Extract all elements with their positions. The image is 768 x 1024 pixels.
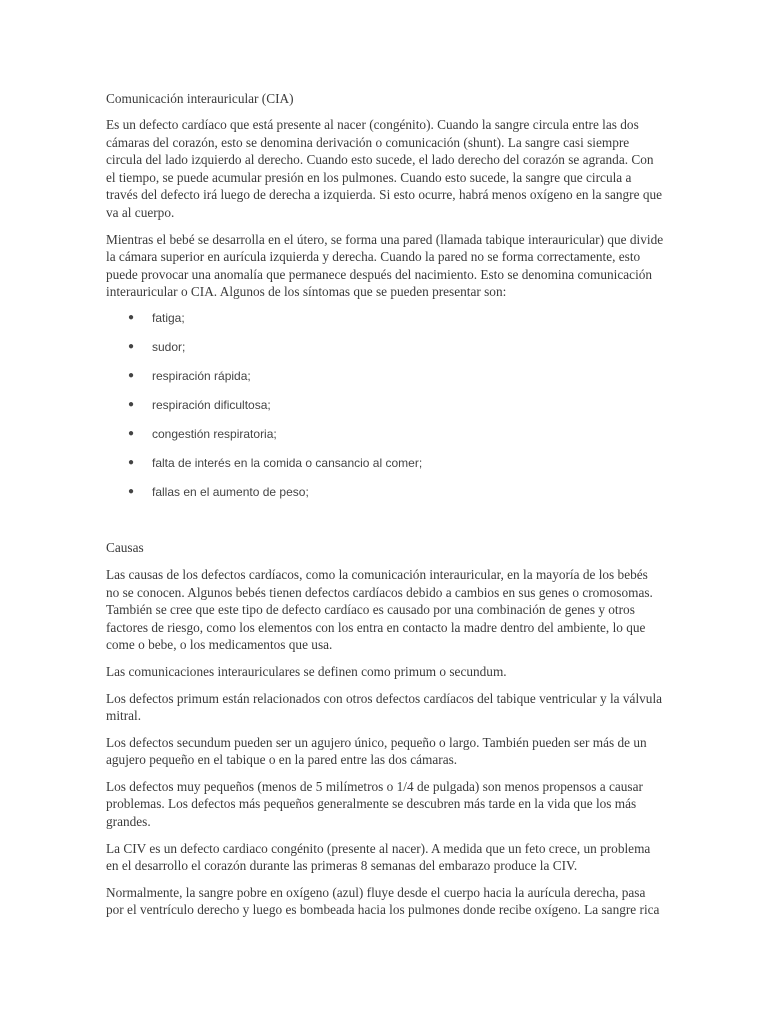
symptom-text: fatiga;: [152, 310, 185, 325]
symptom-list: [106, 310, 664, 513]
symptom-item: [106, 426, 664, 455]
causes-paragraph: Los defectos primum están relacionados con otros defectos cardíacos del tabique ventricular y la válvula mitral.: [106, 690, 663, 724]
symptom-text: falta de interés en la comida o cansancio al comer;: [152, 455, 423, 470]
bullet-icon: ●: [128, 369, 135, 381]
causes-paragraph: La CIV es un defecto cardiaco congénito (presente al nacer). A medida que un feto crece, un problema en el desarrollo el corazón durante las primeras 8 semanas del embarazo produce la CIV.: [106, 840, 651, 874]
symptom-item: [106, 368, 664, 397]
causes-paragraph: Las causas de los defectos cardíacos, como la comunicación interauricular, en la mayoría de los bebés no se conocen. Algunos bebés tienen defectos cardíacos debido a cambios en sus genes o cromosomas. También se cree que este tipo de defecto cardíaco es causado por una combinación de genes y otros factores de riesgo, como los elementos con los entra en contacto la madre dentro del ambiente, lo que come o bebe, o los medicamentos que usa.: [106, 566, 653, 653]
symptom-item: [106, 397, 664, 426]
document-title: Comunicación interauricular (CIA): [106, 91, 294, 106]
symptom-item: [106, 310, 664, 339]
causes-heading: Causas: [106, 539, 144, 555]
causes-paragraph: Las comunicaciones interauriculares se definen como primum o secundum.: [106, 663, 507, 679]
causes-paragraph: Normalmente, la sangre pobre en oxígeno (azul) fluye desde el cuerpo hacia la aurícula derecha, pasa por el ventrículo derecho y luego es bombeada hacia los pulmones donde recibe oxígeno. La sangre rica: [106, 884, 660, 918]
bullet-icon: ●: [128, 340, 135, 352]
bullet-icon: ●: [128, 485, 135, 497]
bullet-icon: ●: [128, 311, 135, 323]
symptom-text: sudor;: [152, 339, 186, 354]
causes-paragraph: Los defectos secundum pueden ser un agujero único, pequeño o largo. También pueden ser más de un agujero pequeño en el tabique o en la pared entre las dos cámaras.: [106, 734, 647, 768]
intro-paragraph-1: Es un defecto cardíaco que está presente al nacer (congénito). Cuando la sangre circula entre las dos cámaras del corazón, esto se denomina derivación o comunicación (shunt). La sangre casi siempre circula del lado izquierdo al derecho. Cuando esto sucede, el lado derecho del corazón se agranda. Con el tiempo, se puede acumular presión en los pulmones. Cuando esto sucede, la sangre que circula a través del defecto irá luego de derecha a izquierda. Si esto ocurre, habrá menos oxígeno en la sangre que va al cuerpo.: [106, 117, 663, 220]
symptom-item: [106, 339, 664, 368]
symptom-text: fallas en el aumento de peso;: [152, 484, 309, 499]
causes-paragraph: Los defectos muy pequeños (menos de 5 milímetros o 1/4 de pulgada) son menos propensos a causar problemas. Los defectos más pequeños generalmente se descubren más tarde en la vida que los más grandes.: [106, 778, 643, 830]
symptom-item: [106, 484, 664, 513]
symptom-item: [106, 455, 664, 484]
bullet-icon: ●: [128, 427, 135, 439]
symptom-text: respiración rápida;: [152, 368, 251, 383]
symptom-text: congestión respiratoria;: [152, 426, 277, 441]
bullet-icon: ●: [128, 398, 135, 410]
bullet-icon: ●: [128, 456, 135, 468]
intro-paragraph-2: Mientras el bebé se desarrolla en el útero, se forma una pared (llamada tabique interauricular) que divide la cámara superior en aurícula izquierda y derecha. Cuando la pared no se forma correctamente, esto puede provocar una anomalía que permanece después del nacimiento. Esto se denomina comunicación interauricular o CIA. Algunos de los síntomas que se pueden presentar son:: [106, 231, 664, 300]
symptom-text: respiración dificultosa;: [152, 397, 271, 412]
